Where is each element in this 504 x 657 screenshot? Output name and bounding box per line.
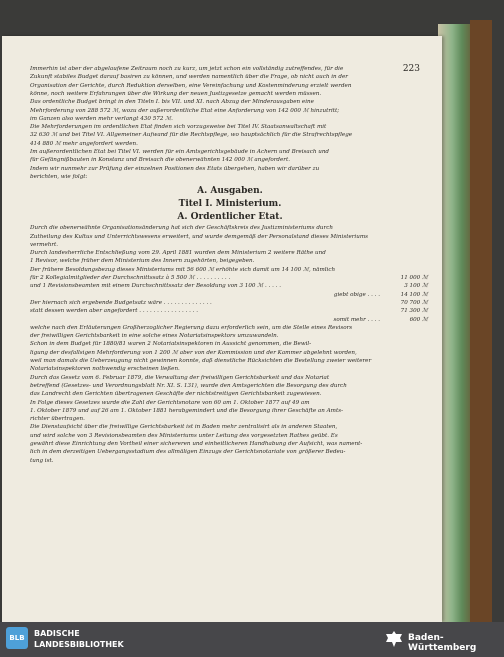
calculation-row	[30, 308, 430, 314]
section-heading: A. Ordentlicher Etat.	[177, 212, 283, 223]
library-name-line1: BADISCHE	[34, 629, 80, 638]
text-line: Im außerordentlichen Etat bei Titel VI. werden für ein Amtsgerichtsgebäude in Achern und Breisach und	[30, 149, 330, 155]
text-line: für Gefängnißbauten in Konstanz und Breisach die obenerwähnten 142 000 ℳ angefordert.	[30, 157, 290, 164]
calculation-label: Der hiernach sich ergebende Budgetsatz wäre . . . . . . . . . . . . . .	[30, 299, 212, 306]
calculation-label: für 2 Kollegialmitglieder der Durchschnittssatz à 5 500 ℳ . . . . . . . . . .	[30, 275, 231, 281]
calculation-row	[30, 283, 430, 289]
text-line: Durch das Gesetz vom 6. Februar 1879, die Verwaltung der freiwilligen Gerichtsbarkeit und das Notariat	[30, 374, 330, 381]
text-line: Notariatsinspektoren nothwendig erscheinen ließen.	[30, 366, 180, 373]
text-line: tung ist.	[30, 457, 54, 464]
calculation-row	[30, 300, 430, 306]
text-line: vermehrt.	[30, 241, 59, 248]
page-content	[30, 36, 430, 622]
text-line: 1 Revisor, welche früher dem Ministerium des Innern zugehörten, beigegeben.	[30, 258, 255, 265]
calculation-amount: 600 ℳ	[409, 316, 428, 323]
calculation-label: somit mehr . . . .	[333, 316, 380, 323]
calculation-amount: 3 100 ℳ	[404, 283, 428, 290]
state-coat-of-arms-icon	[384, 630, 404, 648]
text-line: richter übertragen.	[30, 416, 85, 423]
calculation-amount: 11 000 ℳ	[400, 275, 428, 281]
text-line: Schon in dem Budget für 1880/81 waren 2 Notariatsinspektoren in Aussicht genommen, die Bewil-	[30, 341, 312, 348]
text-line: könne, noch weitere Erfahrungen über die Wirkung der neuen Justizgesetze gemacht werden müssen.	[30, 90, 322, 97]
text-line: im Ganzen also werden mehr verlangt 430 572 ℳ.	[30, 115, 173, 122]
text-line: Der frühere Besoldungsbezug dieses Ministeriums mit 56 600 ℳ erhöhte sich damit um 14 100 ℳ, nämlich	[30, 266, 336, 273]
text-line: Zukunft stabiles Budget darauf basiren zu können, und werden namentlich über die Frage, ob nicht auch in der	[30, 74, 348, 81]
page-number: 223	[402, 64, 420, 74]
section-heading: Titel I. Ministerium.	[178, 199, 282, 210]
text-line: Die Mehrforderungen im ordentlichen Etat finden sich vorzugsweise bei Titel IV. Staatsanwaltschaft mit	[30, 124, 327, 131]
library-name[interactable]	[34, 628, 124, 650]
text-line: und wird solche von 3 Revisionsbeamten des Ministeriums unter Leitung des vorgesetzten Rathes geübt. Es	[30, 432, 338, 439]
text-line: welche nach den Erläuterungen Großherzoglicher Regierung dazu erforderlich sein, um die Stelle eines Revisors	[30, 324, 353, 331]
calculation-label: giebt obige . . . .	[333, 291, 380, 298]
text-line: betreffend (Gesetzes- und Verordnungsblatt Nr. XI. S. 131), wurde den Amtsgerichten die Besorgung des durch	[30, 382, 347, 389]
text-line: das Landrecht den Gerichten übertragenen Geschäfte der nichtstreitigen Gerichtsbarkeit zugewiesen.	[30, 391, 322, 398]
calculation-row	[30, 275, 430, 281]
text-line: Das ordentliche Budget bringt in den Titeln I. bis VII. und XI. nach Abzug der Minderausgaben eine	[30, 99, 314, 106]
blb-logo-icon[interactable]: BLB	[6, 627, 28, 649]
text-line: ligung der desfallsigen Mehrforderung von 1 200 ℳ aber von der Kommission und der Kammer abgelehnt worden,	[30, 349, 357, 356]
text-line: 32 630 ℳ und bei Titel VI. Allgemeiner Aufwand für die Rechtspflege, wo hauptsächlich für die Strafrechtspflege	[30, 132, 353, 139]
calculation-amount: 14 100 ℳ	[400, 291, 428, 298]
text-line: Durch die obenerwähnte Organisationsänderung hat sich der Geschäftskreis des Justizministeriums durch	[30, 225, 333, 232]
state-name[interactable]: Baden-Württemberg	[408, 633, 477, 653]
library-name-line2: LANDESBIBLIOTHEK	[34, 640, 124, 649]
text-line: gewährt diese Einrichtung den Vortheil einer sichereren und einheitlicheren Handhabung der Aufsicht, was nament-	[30, 441, 363, 447]
text-line: Immerhin ist aber der abgelaufene Zeitraum noch zu kurz, um jetzt schon ein vollständig zutreffendes, für die	[30, 66, 344, 72]
text-line: Die Dienstaufsicht über die freiwillige Gerichtsbarkeit ist in Baden mehr zentralisirt als in anderen Staaten,	[30, 424, 338, 431]
book-page	[2, 36, 442, 622]
text-line: Durch landesherrliche Entschließung vom 29. April 1881 wurden dem Ministerium 2 weitere Räthe und	[30, 250, 326, 257]
text-line: berichten, wie folgt:	[30, 173, 88, 180]
book-cover-edge	[470, 20, 492, 622]
calculation-amount: 70 700 ℳ	[400, 299, 428, 306]
text-line: In Folge dieses Gesetzes wurde die Zahl der Gerichtsnotare von 60 am 1. Oktober 1877 auf 49 am	[30, 399, 310, 406]
text-line: Indem wir nunmehr zur Prüfung der einzelnen Positionen des Etats übergehen, haben wir darüber zu	[30, 165, 320, 172]
text-line: Mehrforderung von 288 572 ℳ, wozu der außerordentliche Etat eine Anforderung von 142 000 ℳ hinzutritt;	[30, 107, 340, 114]
section-heading: A. Ausgaben.	[197, 186, 263, 197]
calculation-label: statt dessen werden aber angefordert . . . . . . . . . . . . . . . . .	[30, 308, 198, 315]
text-line: der freiwilligen Gerichtsbarkeit in eine solche eines Notariatsinspektors umzuwandeln.	[30, 333, 279, 340]
calculation-label: und 1 Revisionsbeamten mit einem Durchschnittssatz der Besoldung von 3 100 ℳ . . . . .	[30, 283, 281, 290]
text-line: 1. Oktober 1879 und auf 26 am 1. Oktober 1881 herabgemindert und die Besorgung ihrer Geschäfte an Amts-	[30, 407, 343, 414]
text-line: Organisation der Gerichte, durch Reduktion derselben, eine Vereinfachung und Kostenminderung erzielt werden	[30, 82, 352, 89]
text-line: weil man damals die Ueberzeugung nicht gewinnen konnte, daß dienstliche Rücksichten die Bestellung zweier weiterer	[30, 358, 372, 364]
text-line: Zutheilung des Kultus und Unterrichtswesens erweitert, und wurde demgemäß der Personalstand dieses Ministeriums	[30, 233, 368, 240]
text-line: lich in dem derzeitigen Uebergangsstadium des allmäligen Einzugs der Gerichtsnotariate von größerer Bedeu-	[30, 449, 346, 456]
calculation-amount: 71 300 ℳ	[400, 308, 428, 315]
text-line: 414 880 ℳ mehr angefordert werden.	[30, 140, 138, 147]
viewer-footer	[0, 622, 504, 657]
